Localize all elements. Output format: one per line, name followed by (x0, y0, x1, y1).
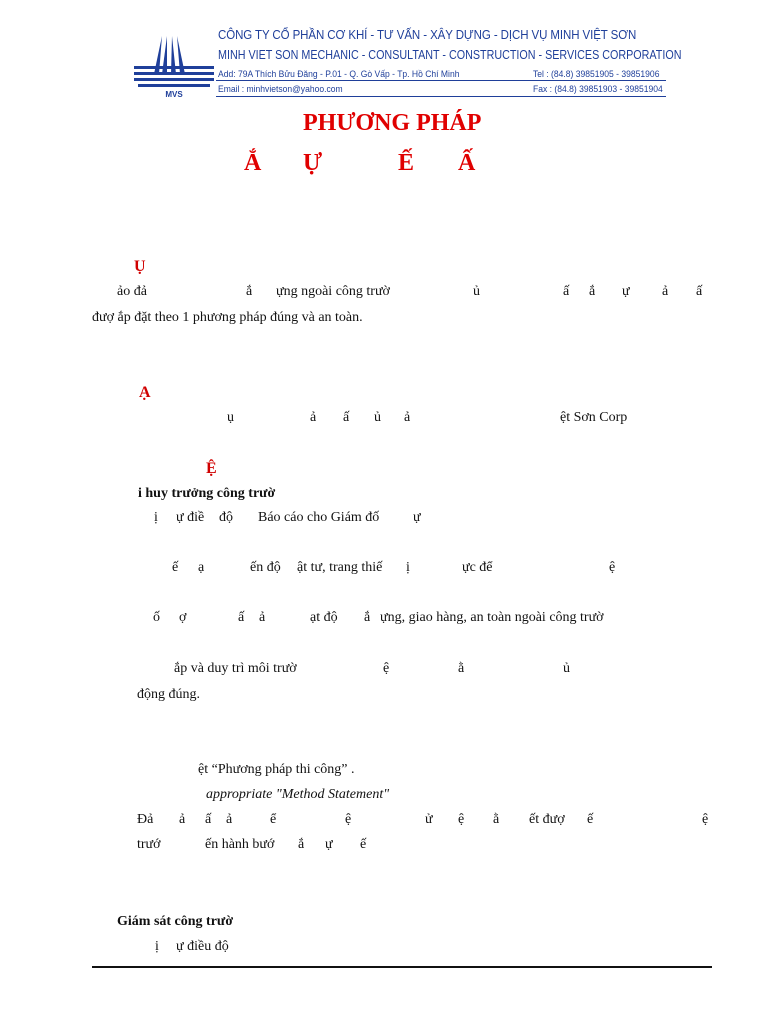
company-tel: Tel : (84.8) 39851905 - 39851906 (533, 69, 660, 80)
company-name-vn: CÔNG TY CỔ PHẦN CƠ KHÍ - TƯ VẤN - XÂY DỰNG - DỊCH VỤ MINH VIỆT SƠN (218, 28, 637, 42)
company-fax: Fax : (84.8) 39851903 - 39851904 (533, 84, 663, 95)
text-fragment: ủ (374, 410, 381, 425)
text-fragment: ố (153, 610, 160, 625)
title-char: Ự (303, 150, 323, 176)
text-fragment: ả (310, 410, 317, 425)
text-fragment: ể (270, 812, 277, 827)
text-fragment: ắ (246, 284, 253, 299)
title-char: Ế (398, 150, 415, 176)
text-fragment: ấ (343, 410, 350, 425)
text-fragment: ạt độ (310, 610, 338, 625)
text-fragment: ến hành bướ (205, 837, 275, 852)
text-fragment: ả (226, 812, 233, 827)
text-fragment: ự (622, 284, 630, 299)
title-char: Ắ (244, 150, 262, 176)
header-divider-bottom (216, 96, 666, 97)
text-fragment: ủ (563, 661, 570, 676)
header-divider (216, 80, 666, 81)
text-fragment: ằ (493, 812, 500, 827)
text-fragment: Báo cáo cho Giám đố (258, 510, 380, 525)
text-fragment: ợ (179, 610, 187, 625)
company-address: Add: 79A Thích Bửu Đăng - P.01 - Q. Gò Vấp - Tp. Hồ Chí Minh (218, 69, 460, 80)
text-fragment: ị (406, 560, 410, 575)
subheading-site-supervisor: Giám sát công trườ (117, 914, 234, 929)
text-fragment: ả (662, 284, 669, 299)
text-fragment: ệ (458, 812, 465, 827)
footer-divider (92, 966, 712, 968)
text-fragment: Đả (137, 812, 154, 827)
text-fragment: ến độ (250, 560, 281, 575)
text-fragment: ấ (563, 284, 570, 299)
text-fragment: ấ (205, 812, 212, 827)
company-email: Email : minhvietson@yahoo.com (218, 84, 343, 95)
text-fragment: ật tư, trang thiế (297, 560, 383, 575)
text-fragment: ết đượ (529, 812, 565, 827)
text-fragment: ắp và duy trì môi trườ (174, 661, 297, 676)
text-fragment: ực để (462, 560, 493, 575)
text-fragment: ụ (227, 410, 234, 425)
text-fragment: ựng ngoài công trườ (276, 284, 390, 299)
text-fragment: ị (154, 510, 158, 525)
text-fragment: ự điề (176, 510, 205, 525)
text-fragment: ằ (458, 661, 465, 676)
text-fragment: ế (360, 837, 367, 852)
text-fragment: ả (259, 610, 266, 625)
text-fragment: ả (179, 812, 186, 827)
text-fragment: ự (325, 837, 333, 852)
text-fragment: ựng, giao hàng, an toàn ngoài công trườ (380, 610, 604, 625)
paragraph-line: động đúng. (137, 687, 200, 702)
text-fragment: ắ (589, 284, 596, 299)
text-fragment: ạ (198, 560, 205, 575)
text-fragment: ấ (696, 284, 703, 299)
title-char: Ấ (458, 150, 476, 176)
section-heading: Ạ (139, 384, 151, 401)
document-title: PHƯƠNG PHÁP (303, 110, 482, 136)
text-fragment: độ (219, 510, 233, 525)
company-name-en: MINH VIET SON MECHANIC - CONSULTANT - CONSTRUCTION - SERVICES CORPORATION (218, 48, 682, 62)
text-fragment: ấ (238, 610, 245, 625)
paragraph-line: ệt “Phương pháp thi công” . (198, 762, 355, 777)
section-heading: Ụ (134, 258, 146, 275)
text-fragment: ủ (473, 284, 480, 299)
text-fragment: ắ (298, 837, 305, 852)
text-fragment: trướ (137, 837, 161, 852)
text-fragment: ả (404, 410, 411, 425)
text-fragment: ệt Sơn Corp (560, 410, 628, 425)
text-fragment: ế (587, 812, 594, 827)
text-fragment: ế (172, 560, 179, 575)
paragraph-line: đượ ắp đặt theo 1 phương pháp đúng và an toàn. (92, 310, 363, 325)
paragraph-line-italic: appropriate "Method Statement" (206, 787, 390, 802)
text-fragment: ị (155, 939, 159, 954)
text-fragment: ự (413, 510, 421, 525)
text-fragment: ảo đả (117, 284, 147, 299)
text-fragment: ự điều độ (176, 939, 229, 954)
company-logo (134, 30, 214, 100)
text-fragment: ệ (383, 661, 390, 676)
section-heading: Ệ (206, 460, 217, 477)
logo-text: MVS (165, 90, 183, 99)
text-fragment: ử (425, 812, 433, 827)
subheading-commander: i huy trưởng công trườ (138, 486, 276, 501)
text-fragment: ệ (609, 560, 616, 575)
text-fragment: ệ (702, 812, 709, 827)
text-fragment: ắ (364, 610, 371, 625)
text-fragment: ệ (345, 812, 352, 827)
